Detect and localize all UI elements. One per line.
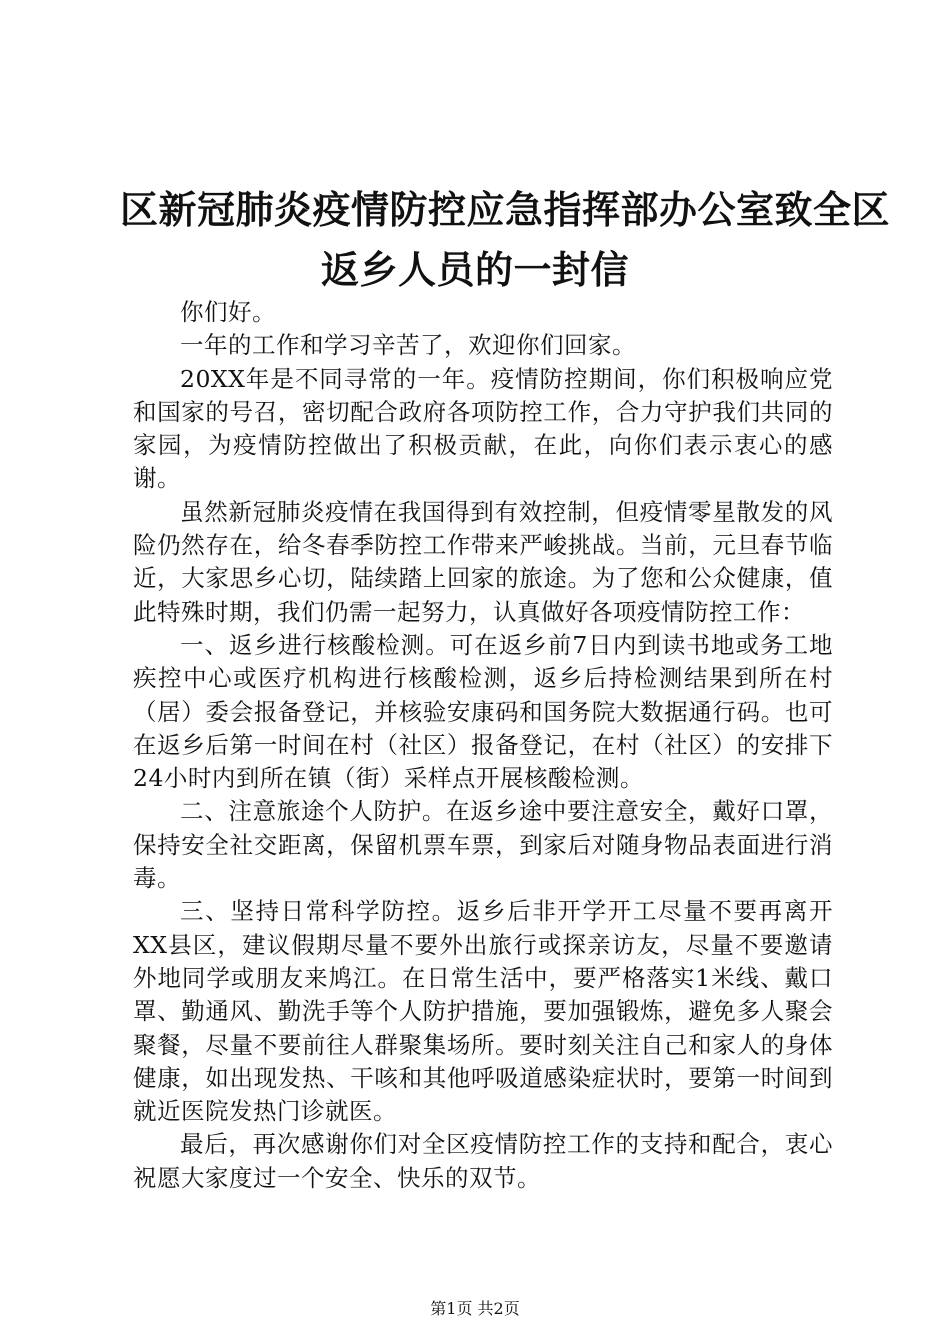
- document-title-line-1: 区新冠肺炎疫情防控应急指挥部办公室致全区: [120, 187, 891, 232]
- paragraph-item-1: 一、返乡进行核酸检测。可在返乡前7日内到读书地或务工地疾控中心或医疗机构进行核酸检测，返乡后持检测结果到所在村（居）委会报备登记，并核验安康码和国务院大数据通行码。也可在返乡后第一时间在村（社区）报备登记，在村（社区）的安排下24小时内到所在镇（街）采样点开展核酸检测。: [133, 630, 833, 793]
- paragraph-thanks: 20XX年是不同寻常的一年。疫情防控期间，你们积极响应党和国家的号召，密切配合政府各项防控工作，合力守护我们共同的家园，为疫情防控做出了积极贡献，在此，向你们表示衷心的感谢。: [133, 364, 833, 493]
- document-title-line-2: 返乡人员的一封信: [320, 247, 629, 292]
- paragraph-welcome: 一年的工作和学习辛苦了，欢迎你们回家。: [180, 331, 636, 360]
- paragraph-situation: 虽然新冠肺炎疫情在我国得到有效控制，但疫情零星散发的风险仍然存在，给冬春季防控工作带来严峻挑战。当前，元旦春节临近，大家思乡心切，陆续踏上回家的旅途。为了您和公众健康，值此特殊时期，我们仍需一起努力，认真做好各项疫情防控工作：: [133, 497, 833, 626]
- paragraph-closing: 最后，再次感谢你们对全区疫情防控工作的支持和配合，衷心祝愿大家度过一个安全、快乐的双节。: [133, 1130, 833, 1192]
- paragraph-greeting: 你们好。: [180, 298, 276, 326]
- document-body: [133, 296, 833, 1195]
- paragraph-item-3: 三、坚持日常科学防控。返乡后非开学开工尽量不要再离开XX县区，建议假期尽量不要外出旅行或探亲访友，尽量不要邀请外地同学或朋友来鸠江。在日常生活中，要严格落实1米线、戴口罩、勤通风、勤洗手等个人防护措施，要加强锻炼，避免多人聚会聚餐，尽量不要前往人群聚集场所。要时刻关注自己和家人的身体健康，如出现发热、干咳和其他呼吸道感染症状时，要第一时间到就近医院发热门诊就医。: [133, 897, 833, 1126]
- page-number-footer: 第1页 共2页: [430, 1299, 520, 1318]
- paragraph-item-2: 二、注意旅途个人防护。在返乡途中要注意安全，戴好口罩，保持安全社交距离，保留机票车票，到家后对随身物品表面进行消毒。: [133, 797, 833, 893]
